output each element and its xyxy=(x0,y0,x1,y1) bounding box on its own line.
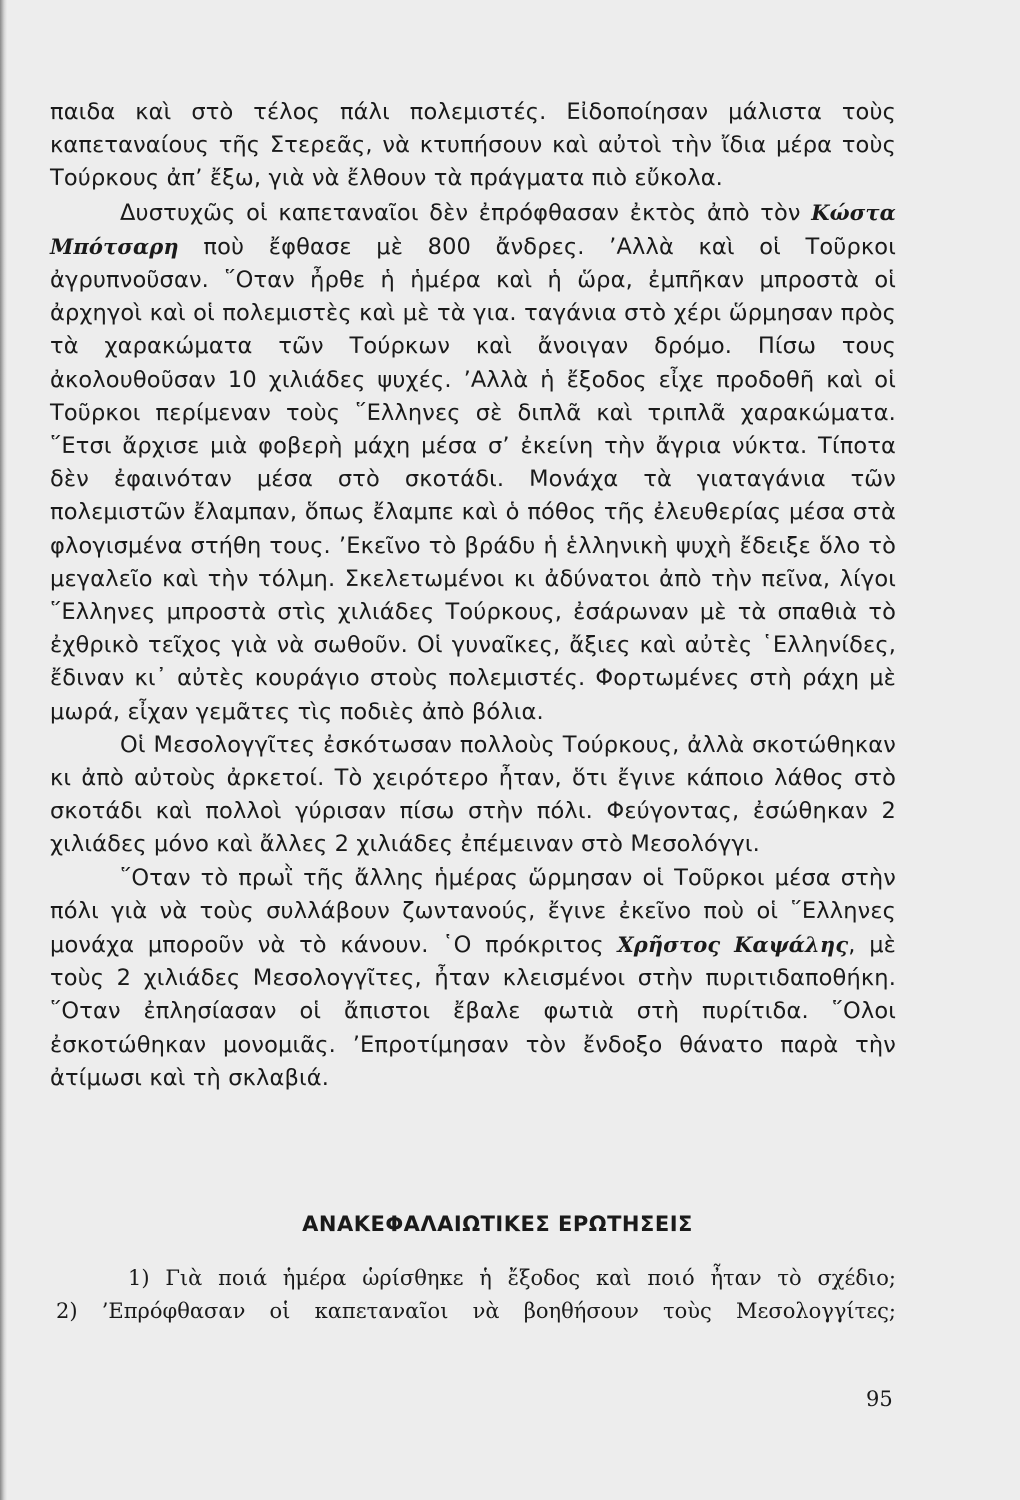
person-name: Χρῆστος Καψάλης xyxy=(617,932,849,958)
body-text xyxy=(50,96,896,1095)
paragraph xyxy=(50,729,896,862)
text-run: ῞Οταν τὸ πρωῒ τῆς ἄλλης ἡμέρας ὥρμησαν οἱ Τοῦρκοι μέσα στὴν πόλι γιὰ νὰ τοὺς συλλάβουν ζωντανούς, ἔγινε ἐκεῖνο ποὺ οἱ ῞Ελληνες μονάχα μποροῦν νὰ τὸ κάνουν. ῾Ο πρόκριτος xyxy=(50,864,896,959)
text-run: Δυστυχῶς οἱ καπεταναῖοι δὲν ἐπρόφθασαν ἐκτὸς ἀπὸ τὸν xyxy=(120,199,812,226)
text-run: ποὺ ἔφθασε μὲ 800 ἄνδρες. ’Αλλὰ καὶ οἱ Τοῦρκοι ἀγρυπνοῦσαν. ῞Οταν ἦρθε ἡ ἡμέρα καὶ ἡ ὥρα, ἐμπῆκαν μπροστὰ οἱ ἀρχηγοὶ καὶ οἱ πολεμιστὲς καὶ μὲ τὰ για. ταγάνια στὸ χέρι ὥρμησαν πρὸς τὰ χαρακώματα τῶν Τούρκων καὶ ἄνοιγαν δρόμο. Πίσω τους ἀκολουθοῦσαν 10 χιλιάδες ψυχές. ’Αλλὰ ἡ ἔξοδος εἶχε προδοθῆ καὶ οἱ Τοῦρκοι περίμεναν τοὺς ῞Ελληνες σὲ διπλᾶ καὶ τριπλᾶ χαρακώματα. ῞Ετσι ἄρχισε μιὰ φοβερὴ μάχη μέσα σ’ ἐκείνη τὴν ἄγρια νύκτα. Τίποτα δὲν ἐφαινόταν μέσα στὸ σκοτάδι. Μονάχα τὰ γιαταγάνια τῶν πολεμιστῶν ἔλαμπαν, ὅπως ἔλαμπε καὶ ὁ πόθος τῆς ἐλευθερίας μέσα στὰ φλογισμένα στήθη τους. ’Εκεῖνο τὸ βράδυ ἡ ἑλληνικὴ ψυχὴ ἔδειξε ὅλο τὸ μεγαλεῖο καὶ τὴν τόλμη. Σκελετωμένοι κι ἀδύνατοι ἀπὸ τὴν πεῖνα, λίγοι ῞Ελληνες μπροστὰ στὶς χιλιάδες Τούρκους, ἐσάρωναν μὲ τὰ σπαθιὰ τὸ ἐχθρικὸ τεῖχος γιὰ νὰ σωθοῦν. Οἱ γυναῖκες, ἄξιες καὶ αὐτὲς ῾Ελληνίδες, ἔδιναν κι᾽ αὐτὲς κουράγιο στοὺς πολεμιστές. Φορτωμένες στὴ ράχη μὲ μωρά, εἶχαν γεμᾶτες τὶς ποδιὲς ἀπὸ βόλια. xyxy=(50,233,896,725)
paragraph xyxy=(50,862,896,1095)
text-run: Οἱ Μεσολογγῖτες ἐσκότωσαν πολλοὺς Τούρκους, ἀλλὰ σκοτώθηκαν κι ἀπὸ αὐτοὺς ἀρκετοί. Τὸ χειρότερο ἦταν, ὅτι ἔγινε κάποιο λάθος στὸ σκοτάδι καὶ πολλοὶ γύρισαν πίσω στὴν πόλι. Φεύγοντας, ἐσώθηκαν 2 χιλιάδες μόνο καὶ ἄλλες 2 χιλιάδες ἐπέμειναν στὸ Μεσολόγγι. xyxy=(50,731,896,858)
review-questions xyxy=(56,1262,896,1328)
text-run: παιδα καὶ στὸ τέλος πάλι πολεμιστές. Εἰδοποίησαν μάλιστα τοὺς καπεταναίους τῆς Στερεᾶς, νὰ κτυπήσουν καὶ αὐτοὶ τὴν ἴδια μέρα τοὺς Τούρκους ἀπ’ ἔξω, γιὰ νὰ ἔλθουν τὰ πράγματα πιὸ εὔκολα. xyxy=(50,99,896,192)
question-item: 1) Γιὰ ποιά ἡμέρα ὡρίσθηκε ἡ ἔξοδος καὶ ποιό ἦταν τὸ σχέδιο; xyxy=(128,1266,896,1290)
paragraph xyxy=(50,96,896,196)
text-run: , μὲ τοὺς 2 χιλιάδες Μεσολογγῖτες, ἦταν κλεισμένοι στὴν πυριτιδαποθήκη. ῞Οταν ἐπλησίασαν οἱ ἄπιστοι ἔβαλε φωτιὰ στὴ πυρίτιδα. ῞Ολοι ἐσκοτώθηκαν μονομιᾶς. ’Επροτίμησαν τὸν ἔνδοξο θάνατο παρὰ τὴν ἀτίμωσι καὶ τὴ σκλαβιά. xyxy=(50,932,896,1091)
question-item: 2) ’Επρόφθασαν οἱ καπεταναῖοι νὰ βοηθήσουν τοὺς Μεσολογγίτες; xyxy=(56,1299,896,1323)
page-binding-edge xyxy=(0,0,7,1500)
paragraph xyxy=(50,196,896,729)
person-name: Κώστα Μπότσαρη xyxy=(50,199,896,259)
page-number: 95 xyxy=(866,1387,893,1411)
section-heading: ΑΝΑΚΕΦΑΛΑΙΩΤΙΚΕΣ ΕΡΩΤΗΣΕΙΣ xyxy=(302,1212,693,1236)
